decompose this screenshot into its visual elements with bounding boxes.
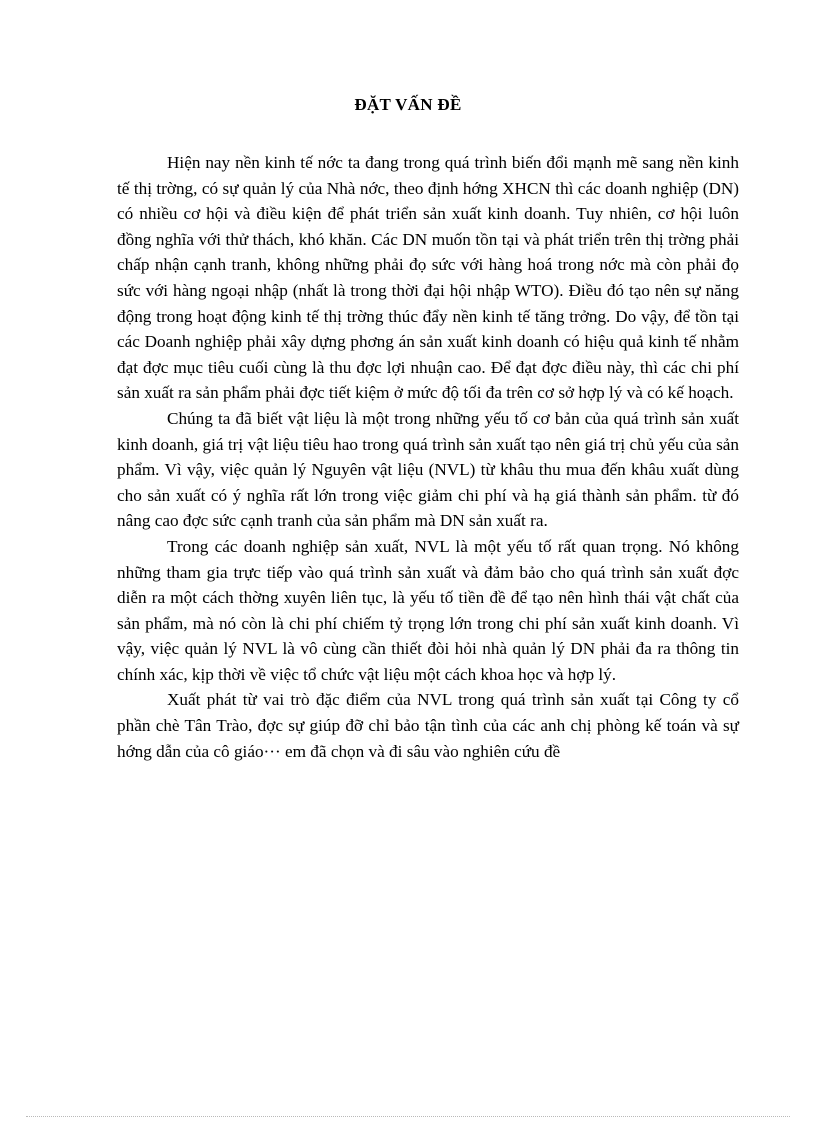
page-title: ĐẶT VẤN ĐỀ (354, 95, 462, 114)
paragraph-2: Chúng ta đã biết vật liệu là một trong những yếu tố cơ bản của quá trình sản xuất kinh doanh, giá trị vật liệu tiêu hao trong quá trình sản xuất tạo nên giá trị chủ yếu của sản phẩm. Vì vậy, việc quản lý Nguyên vật liệu (NVL) từ khâu thu mua đến khâu xuất dùng cho sản xuất có ý nghĩa rất lớn trong việc giảm chi phí và hạ giá thành sản phẩm. từ đó nâng cao đợc sức cạnh tranh của sản phẩm mà DN sản xuất ra. (117, 408, 739, 531)
footer-divider (26, 1116, 790, 1117)
paragraph-4: Xuất phát từ vai trò đặc điểm của NVL trong quá trình sản xuất tại Công ty cổ phần chè Tân Trào, đợc sự giúp đỡ chỉ bảo tận tình của các anh chị phòng kế toán và sự hớng dẫn của cô giáo··· em đã chọn và đi sâu vào nghiên cứu đề (117, 690, 739, 761)
paragraph-3: Trong các doanh nghiệp sản xuất, NVL là một yếu tố rất quan trọng. Nó không những tham gia trực tiếp vào quá trình sản xuất và đảm bảo cho quá trình sản xuất đợc diễn ra một cách thờng xuyên liên tục, là yếu tố tiền đề để tạo nên hình thái vật chất của sản phẩm, mà nó còn là chi phí chiếm tỷ trọng lớn trong chi phí sản xuất kinh doanh. Vì vậy, việc quản lý NVL là vô cùng cần thiết đòi hỏi nhà quản lý DN phải đa ra thông tin chính xác, kịp thời về việc tổ chức vật liệu một cách khoa học và hợp lý. (117, 536, 739, 684)
paragraph-1: Hiện nay nền kinh tế nớc ta đang trong quá trình biến đổi mạnh mẽ sang nền kinh tế thị trờng, có sự quản lý của Nhà nớc, theo định hớng XHCN thì các doanh nghiệp (DN) có nhiều cơ hội và điều kiện để phát triển sản xuất kinh doanh. Tuy nhiên, cơ hội luôn đồng nghĩa với thử thách, khó khăn. Các DN muốn tồn tại và phát triển trên thị trờng phải chấp nhận cạnh tranh, không những phải đọ sức với hàng hoá trong nớc mà còn phải đọ sức với hàng ngoại nhập (nhất là trong thời đại hội nhập WTO). Điều đó tạo nên sự năng động trong hoạt động kinh tế thị trờng thúc đẩy nền kinh tế tăng trởng. Do vậy, để tồn tại các Doanh nghiệp phải xây dựng phơng án sản xuất kinh doanh có hiệu quả kinh tế nhằm đạt đợc mục tiêu cuối cùng là thu đợc lợi nhuận cao. Để đạt đợc điều này, thì các chi phí sản xuất ra sản phẩm phải đợc tiết kiệm ở mức độ tối đa trên cơ sở hợp lý và có kế hoạch. (117, 153, 739, 403)
document-body (117, 150, 739, 764)
